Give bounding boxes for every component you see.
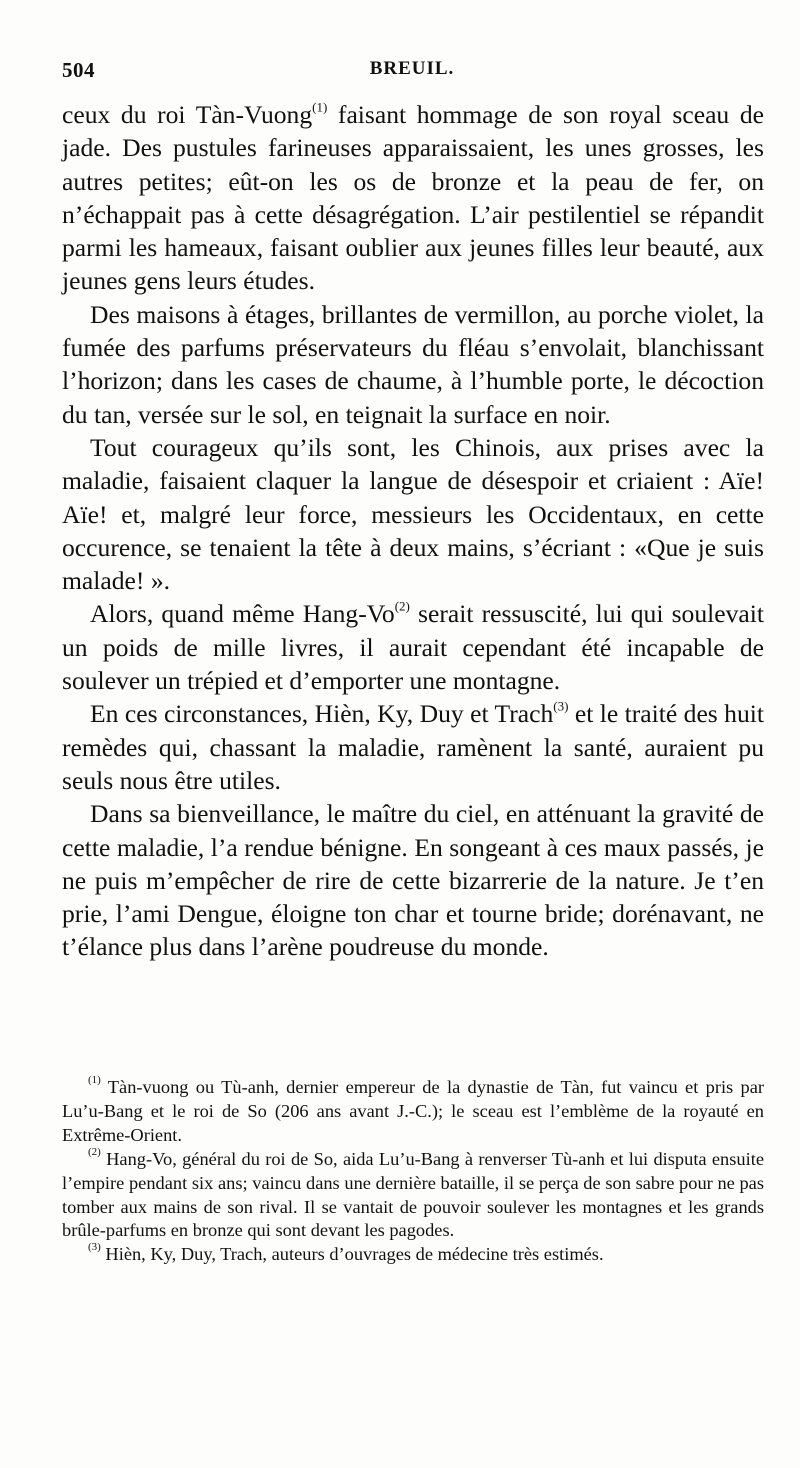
paragraph-text: Tout courageux qu’ils sont, les Chinois, aux prises avec la maladie, faisaient claquer la langue de désespoir et criaient : Aïe! Aïe! et, malgré leur force, messieurs les Occidentaux, en cette occurence, se tenaient la tête à deux mains, s’écriant : «Que je suis malade! ». [62, 432, 764, 596]
footnote-ref: (2) [394, 598, 410, 614]
paragraph-text: Des maisons à étages, brillantes de vermillon, au porche violet, la fumée des parfums préservateurs du fléau s’envolait, blanchissant l’horizon; dans les cases de chaume, à l’humble porte, le décoction du tan, versée sur le sol, en teignait la surface en noir. [62, 299, 764, 429]
paragraph-text: et le traité des huit remèdes qui, chassant la maladie, ramènent la santé, auraient pu seuls nous être utiles. [62, 699, 764, 795]
footnote-ref: (1) [312, 99, 328, 115]
paragraph-text: En ces circonstances, Hièn, Ky, Duy et Trach [90, 699, 554, 729]
footnote-text: Tàn-vuong ou Tù-anh, dernier empereur de la dynastie de Tàn, fut vaincu et pris par Lu’u-Bang et le roi de So (206 ans avant J.-C.); le sceau est l’emblème de la royauté en Extrême-Orient. [62, 1077, 764, 1145]
footnote-text: Hièn, Ky, Duy, Trach, auteurs d’ouvrages de médecine très estimés. [100, 1244, 604, 1265]
paragraph-6 [62, 797, 764, 963]
footnote-text: Hang-Vo, général du roi de So, aida Lu’u-Bang à renverser Tù-anh et lui disputa ensuite l’empire pendant six ans; vaincu dans une dernière bataille, il se perça de son sabre pour ne pas tomber aux mains de son rival. Il se vantait de pouvoir soulever les montagnes et les grands brûle-parfums en bronze qui sont devant les pagodes. [62, 1148, 764, 1241]
paragraph-text: serait ressuscité, lui qui soulevait un poids de mille livres, il aurait cependant été incapable de soulever un trépied et d’emporter une montagne. [62, 599, 764, 696]
footnotes [62, 1076, 764, 1267]
paragraph-text: faisant hommage de son royal sceau de jade. Des pustules farineuses apparaissaient, les unes grosses, les autres petites; eût-on les os de bronze et la peau de fer, on n’échappait pas à cette désagrégation. L’air pestilentiel se répandit parmi les hameaux, faisant oublier aux jeunes filles leur beauté, aux jeunes gens leurs études. [62, 100, 764, 296]
running-title: BREUIL. [369, 58, 455, 79]
footnote-1 [62, 1076, 764, 1148]
footnote-3 [62, 1243, 764, 1267]
paragraph-text: ceux du roi Tàn-Vuong [62, 100, 313, 129]
paragraph-2 [62, 298, 764, 431]
paragraph-3 [62, 431, 764, 597]
paragraph-5 [62, 697, 764, 797]
footnote-ref: (3) [553, 698, 569, 714]
footnote-marker: (1) [88, 1074, 101, 1087]
footnote-marker: (2) [88, 1145, 101, 1158]
page-number: 504 [62, 58, 95, 82]
paragraph-text: Alors, quand même Hang-Vo [90, 599, 395, 629]
running-head [62, 58, 762, 88]
paragraph-4 [62, 597, 764, 697]
footnote-marker: (3) [88, 1241, 101, 1254]
footnote-2 [62, 1145, 764, 1244]
paragraph-text: Dans sa bienveillance, le maître du ciel, en atténuant la gravité de cette maladie, l’a rendue bénigne. En songeant à ces maux passés, je ne puis m’empêcher de rire de cette bizarrerie de la nature. Je t’en prie, l’ami Dengue, éloigne ton char et tourne bride; dorénavant, ne t’élance plus dans l’arène poudreuse du monde. [62, 799, 764, 962]
body-text [62, 98, 764, 964]
paragraph-1 [62, 98, 764, 298]
